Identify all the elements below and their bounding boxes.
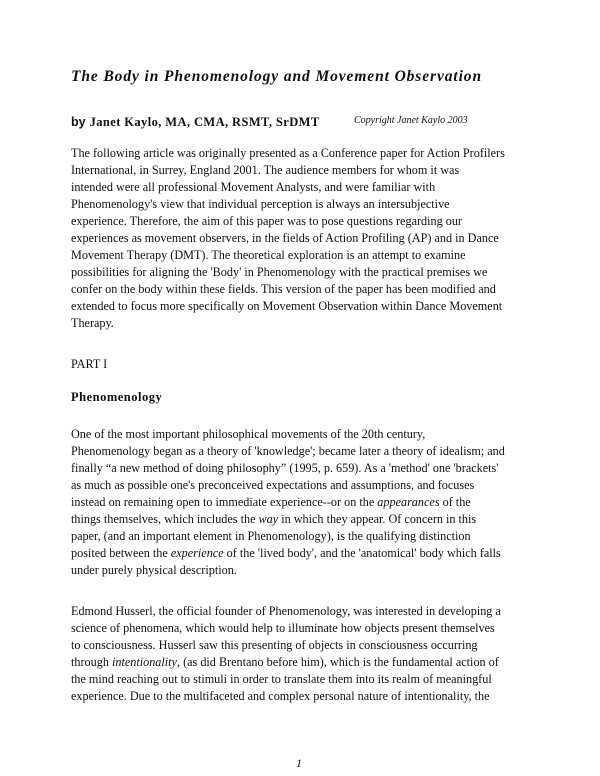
text-run: , (as did Brentano before him), which is the fundamental action of [176, 655, 499, 669]
body-line: Phenomenology began as a theory of 'knowledge'; became later a theory of idealism; and [71, 444, 505, 458]
text-run: things themselves, which includes the [71, 512, 259, 526]
intro-line: Therapy. [71, 316, 114, 330]
body-line: to consciousness. Husserl saw this presenting of objects in consciousness occurring [71, 638, 478, 652]
body-line: One of the most important philosophical movements of the 20th century, [71, 427, 426, 441]
body-line: science of phenomena, which would help to illuminate how objects present themselves [71, 621, 495, 635]
author-name: Janet Kaylo, MA, CMA, RSMT, SrDMT [89, 115, 320, 129]
body-line [71, 494, 471, 510]
emphasis-text: intentionality [111, 655, 177, 669]
intro-line: Phenomenology's view that individual perception is always an intersubjective [71, 197, 450, 211]
body-line: Edmond Husserl, the official founder of Phenomenology, was interested in developing a [71, 604, 501, 618]
intro-line: International, in Surrey, England 2001. The audience members for whom it was [71, 163, 460, 177]
body-line: experience. Due to the multifaceted and complex personal nature of intentionality, the [71, 689, 490, 703]
body-line [71, 654, 499, 670]
byline [71, 113, 320, 131]
emphasis-text: appearances [377, 495, 440, 509]
text-run: through [71, 655, 112, 669]
body-line: under purely physical description. [71, 563, 237, 577]
section-heading: Phenomenology [71, 390, 163, 404]
intro-line: Movement Therapy (DMT). The theoretical exploration is an attempt to examine [71, 248, 466, 262]
intro-line: experiences as movement observers, in the fields of Action Profiling (AP) and in Dance [71, 231, 499, 245]
text-run: of the 'lived body', and the 'anatomical' body which falls [223, 546, 501, 560]
body-line: finally “a new method of doing philosophy” (1995, p. 659). As a 'method' one 'brackets' [71, 461, 499, 475]
text-run: posited between the [71, 546, 171, 560]
text-run: instead on remaining open to immediate experience--or on the [71, 495, 378, 509]
intro-line: experience. Therefore, the aim of this paper was to pose questions regarding our [71, 214, 462, 228]
intro-line: extended to focus more specifically on Movement Observation within Dance Movement [71, 299, 503, 313]
part-label: PART I [71, 357, 108, 371]
body-line: paper, (and an important element in Phenomenology), is the qualifying distinction [71, 529, 471, 543]
document-title: The Body in Phenomenology and Movement Observation [71, 68, 482, 85]
page-number: 1 [296, 756, 302, 770]
copyright-notice: Copyright Janet Kaylo 2003 [354, 115, 468, 126]
body-line [71, 545, 501, 561]
byline-by: by [71, 115, 86, 129]
intro-line: intended were all professional Movement Analysts, and were familiar with [71, 180, 436, 194]
emphasis-text: experience [170, 546, 224, 560]
text-run: in which they appear. Of concern in this [278, 512, 477, 526]
body-line: the mind reaching out to stimuli in order to translate them into its realm of meaningful [71, 672, 492, 686]
intro-line: The following article was originally presented as a Conference paper for Action Profilers [71, 146, 505, 160]
body-line: as much as possible one's preconceived expectations and assumptions, and focuses [71, 478, 475, 492]
intro-line: possibilities for aligning the 'Body' in Phenomenology with the practical premises we [71, 265, 488, 279]
body-line [71, 511, 476, 527]
text-run: of the [439, 495, 471, 509]
intro-line: confer on the body within these fields. This version of the paper has been modified and [71, 282, 496, 296]
emphasis-text: way [258, 512, 279, 526]
